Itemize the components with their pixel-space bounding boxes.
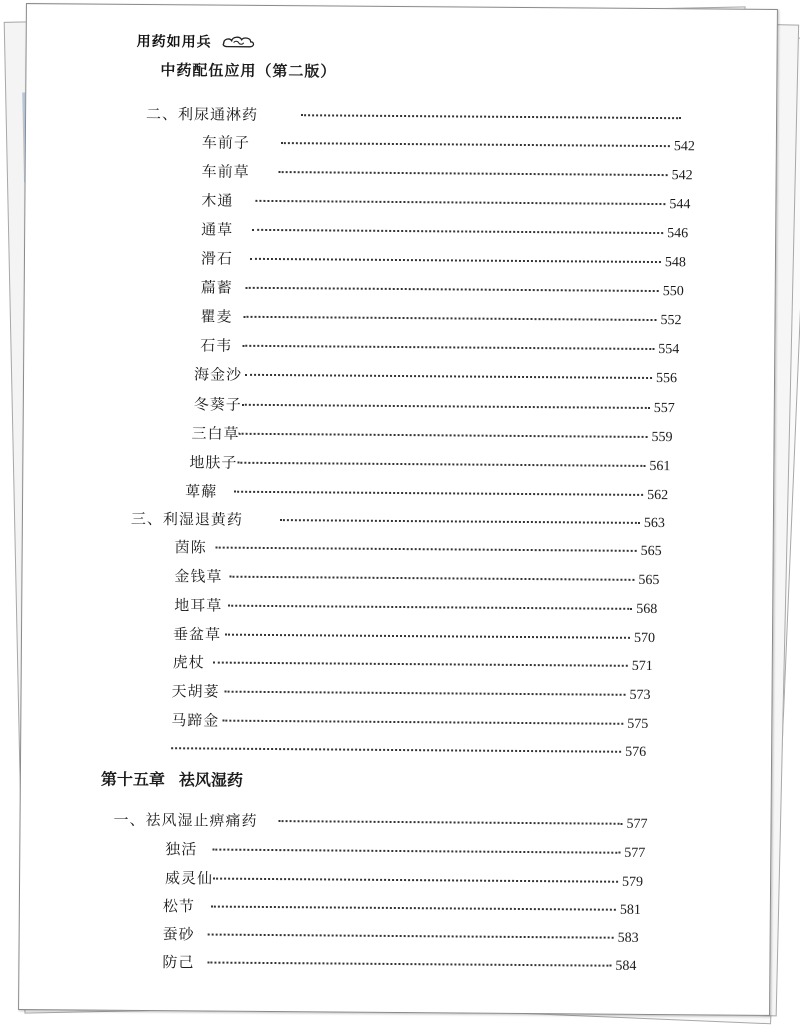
toc-entry xyxy=(20,839,770,869)
toc-entry-label: 防己 xyxy=(162,953,195,972)
toc-entry xyxy=(25,277,775,307)
toc-leader-dots xyxy=(245,374,652,379)
toc-leader-dots xyxy=(246,287,659,292)
toc-entry-label: 金钱草 xyxy=(174,567,223,586)
toc-leader-dots xyxy=(207,962,611,967)
toc-entry xyxy=(21,738,771,768)
toc-page-number: 550 xyxy=(662,284,684,300)
toc-leader-dots xyxy=(280,519,640,524)
toc-entry xyxy=(20,868,770,898)
toc-page-number: 583 xyxy=(617,930,639,946)
toc-entry-label: 车前子 xyxy=(201,133,250,152)
toc-entry-label: 萹蓄 xyxy=(200,278,233,297)
toc-entry xyxy=(26,132,776,162)
toc-leader-dots xyxy=(225,691,626,696)
toc-leader-dots xyxy=(213,878,618,883)
toc-page-number: 557 xyxy=(653,401,675,417)
cloud-ornament-icon xyxy=(222,35,256,49)
toc-entry xyxy=(20,896,770,926)
toc-entry xyxy=(21,710,771,740)
toc-page-number: 563 xyxy=(643,515,665,532)
toc-page-number: 575 xyxy=(627,716,649,732)
toc-entry xyxy=(22,652,772,682)
toc-page-number: 584 xyxy=(615,958,637,974)
toc-leader-dots xyxy=(171,747,621,753)
toc-entry xyxy=(26,161,776,191)
toc-leader-dots xyxy=(234,491,643,496)
toc-leader-dots xyxy=(252,229,663,234)
series-line xyxy=(137,31,337,53)
toc-entry-label: 独活 xyxy=(165,840,198,859)
toc-page-number: 548 xyxy=(664,255,687,271)
toc-entry-label: 一、祛风湿止痹痛药 xyxy=(113,810,258,830)
toc-entry xyxy=(23,452,773,482)
toc-page-number: 565 xyxy=(640,543,662,560)
toc-leader-dots xyxy=(250,258,661,263)
toc-leader-dots xyxy=(225,634,630,639)
toc-entry xyxy=(23,509,773,539)
toc-entry-label: 天胡荽 xyxy=(171,682,220,701)
chapter-heading xyxy=(101,767,243,791)
toc-page-number: 568 xyxy=(636,601,658,618)
series-title: 用药如用兵 xyxy=(136,33,212,51)
toc-page-number: 576 xyxy=(625,744,647,760)
toc-page-number: 581 xyxy=(619,902,641,918)
toc-page-number: 552 xyxy=(660,313,682,329)
toc-entry-label: 滑石 xyxy=(200,249,234,268)
toc-entry-label: 瞿麦 xyxy=(200,307,233,326)
toc-page-number: 577 xyxy=(626,816,648,832)
toc-entry-label: 通草 xyxy=(201,220,234,239)
toc-entry xyxy=(23,481,773,511)
toc-entry xyxy=(24,394,774,424)
toc-entry xyxy=(25,219,775,249)
toc-leader-dots xyxy=(281,142,670,147)
toc-page-number: 556 xyxy=(655,371,678,387)
toc-leader-dots xyxy=(222,720,623,725)
toc-leader-dots xyxy=(213,662,628,667)
toc-page-number: 573 xyxy=(629,687,651,703)
toc-leader-dots xyxy=(244,316,657,321)
toc-leader-dots xyxy=(242,404,650,409)
toc-entry-label: 松节 xyxy=(162,897,195,916)
toc-entry-label: 地耳草 xyxy=(174,596,223,615)
toc-entry xyxy=(25,248,775,278)
toc-entry-label: 萆薢 xyxy=(185,482,218,501)
toc-entry-label: 石韦 xyxy=(200,336,233,355)
toc-leader-dots xyxy=(242,345,654,350)
toc-entry-label: 海金沙 xyxy=(193,365,243,384)
toc-entry xyxy=(20,924,770,954)
toc-page-number: 546 xyxy=(667,226,689,242)
book-title: 中药配伍应用（第二版） xyxy=(160,61,337,81)
toc-entry xyxy=(21,681,771,711)
toc-page-number: 565 xyxy=(638,572,660,589)
toc-leader-dots xyxy=(237,462,645,467)
toc-entry-label: 二、利尿通淋药 xyxy=(146,105,259,124)
toc-entry xyxy=(22,624,772,654)
toc-page-number: 542 xyxy=(671,168,693,184)
toc-entry xyxy=(23,423,773,453)
toc-entry xyxy=(26,104,776,134)
toc-leader-dots xyxy=(279,171,668,176)
toc-leader-dots xyxy=(212,849,620,854)
toc-page-number: 554 xyxy=(658,342,680,358)
toc-entry xyxy=(24,335,774,365)
chapter-number: 第十五章 xyxy=(100,769,165,790)
toc-entry-label: 三、利湿退黄药 xyxy=(130,509,244,529)
toc-entry-label: 威灵仙 xyxy=(165,869,214,888)
toc-entry-label: 垂盆草 xyxy=(172,625,222,644)
toc-leader-dots xyxy=(228,605,632,610)
toc-page-number: 570 xyxy=(633,630,656,647)
toc-leader-dots xyxy=(208,934,614,939)
toc-entry xyxy=(23,537,773,567)
toc-entry xyxy=(19,952,769,982)
toc-leader-dots xyxy=(301,114,681,119)
toc-leader-dots xyxy=(255,200,665,205)
toc-page-number: 561 xyxy=(649,458,671,475)
toc-page-number: 559 xyxy=(651,429,673,446)
toc-entry xyxy=(24,306,774,336)
toc-entry xyxy=(25,190,775,220)
toc-entry-label: 地肤子 xyxy=(189,453,238,472)
toc-entry-label: 茵陈 xyxy=(174,538,207,557)
chapter-title: 祛风湿药 xyxy=(178,770,243,790)
toc-leader-dots xyxy=(211,906,616,911)
toc-page-number: 562 xyxy=(647,487,669,504)
toc-page-number: 571 xyxy=(631,658,653,675)
page-header xyxy=(136,31,336,82)
toc-entry xyxy=(24,364,774,394)
toc-entry xyxy=(22,566,772,596)
toc-page-number: 544 xyxy=(669,197,691,213)
toc-entry-label: 车前草 xyxy=(201,162,250,181)
toc-entry xyxy=(22,595,772,625)
toc-entry-label: 蚕砂 xyxy=(162,925,195,944)
toc-page-number: 579 xyxy=(622,874,644,890)
toc-leader-dots xyxy=(239,433,648,438)
toc-entry-label: 虎杖 xyxy=(172,653,205,672)
toc-entry-label: 木通 xyxy=(201,191,234,210)
toc-entry-label: 三白草 xyxy=(191,424,240,443)
toc-page-number: 542 xyxy=(673,139,695,155)
toc-leader-dots xyxy=(279,820,623,825)
toc-entry xyxy=(20,810,770,840)
document-page xyxy=(18,3,778,1016)
toc-page-number: 577 xyxy=(624,845,646,861)
toc-entry-label: 冬葵子 xyxy=(193,395,242,414)
toc-entry-label: 马蹄金 xyxy=(171,711,220,730)
toc-leader-dots xyxy=(216,547,637,552)
toc-leader-dots xyxy=(229,576,634,581)
